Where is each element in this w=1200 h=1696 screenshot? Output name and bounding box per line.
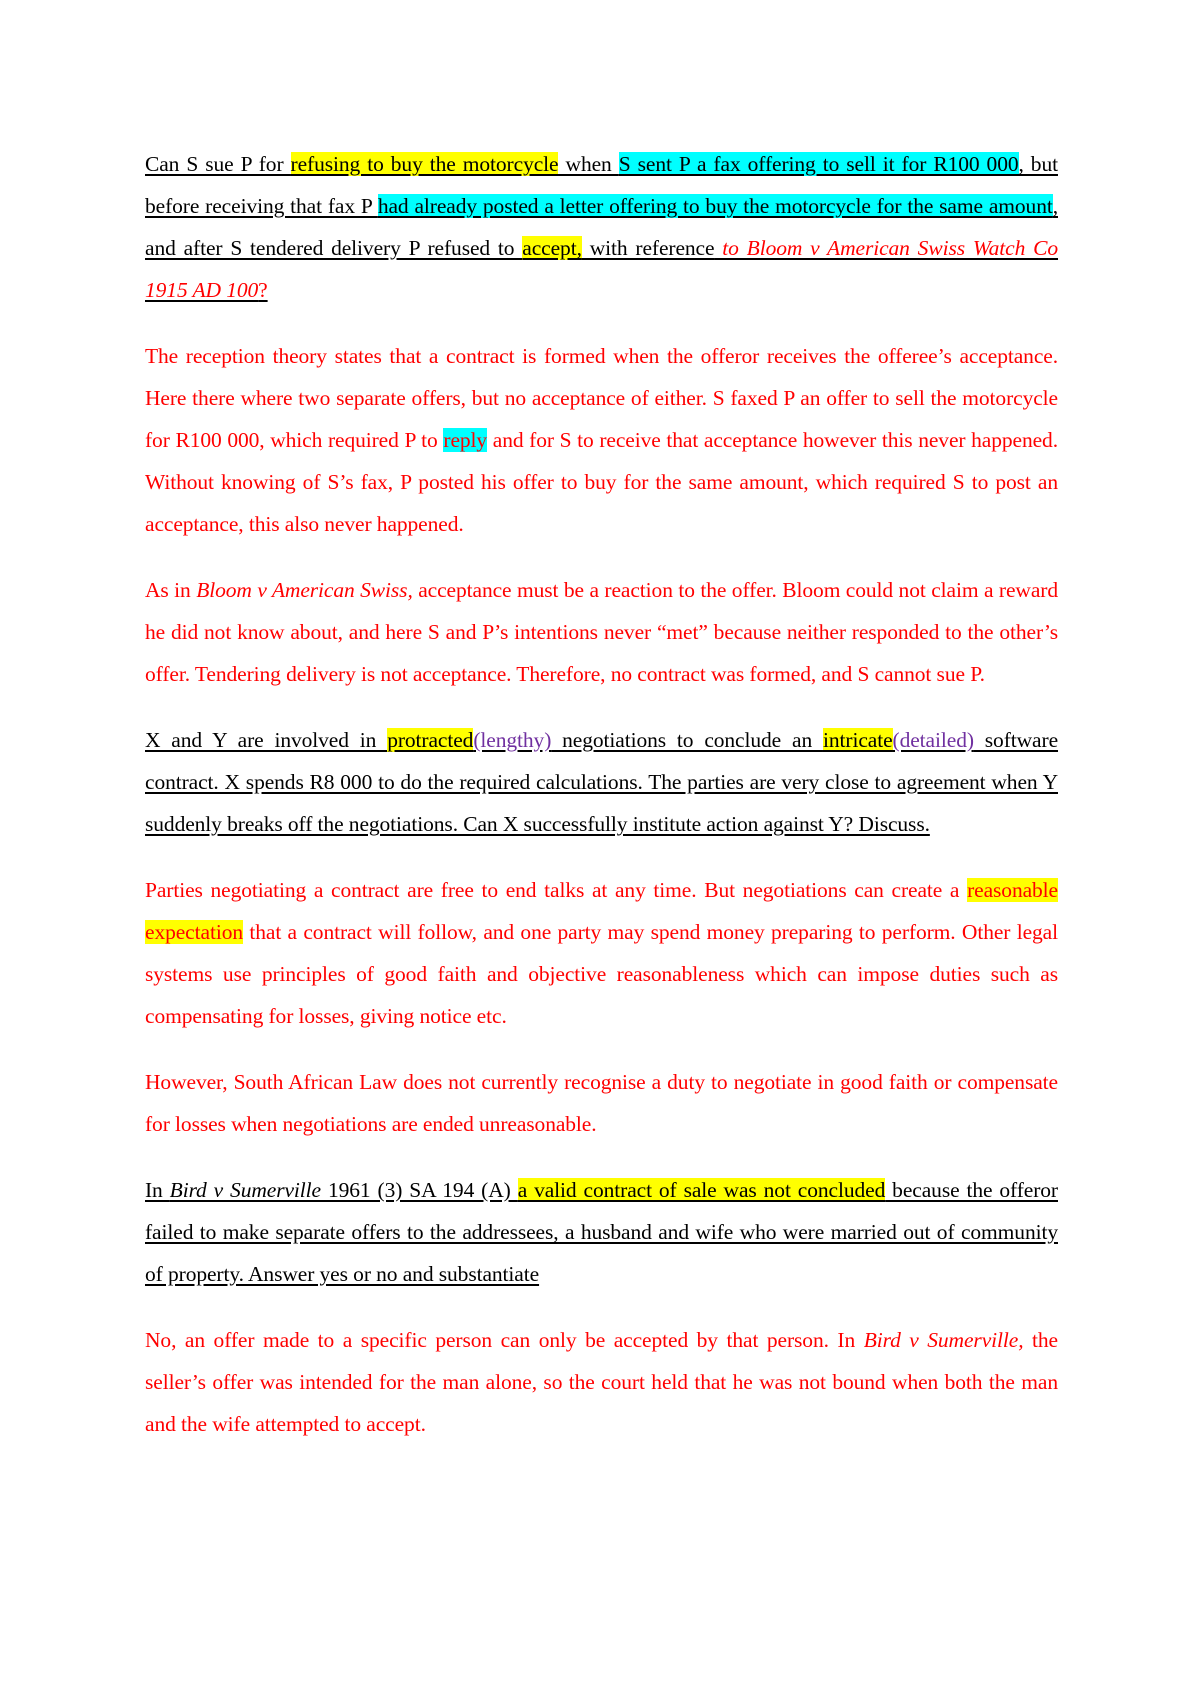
a1-text-2: and for S to receive that acceptance however this never happened. Without knowing of S’s fax, P posted his offer to buy for the same amount, which required S to post an acceptance, this also never happened. [145, 428, 1058, 536]
question-2 [145, 719, 1058, 845]
q2-text-0: X and Y are involved in [145, 728, 388, 752]
a1-text-0: The reception theory states that a contract is formed when the offeror receives the offeree’s acceptance. Here there where two separate offers, but no acceptance of either. S faxed P an offer to sell the motorcycle for R100 000, which required P to [145, 344, 1058, 452]
q1-highlight-refusing: refusing to buy the motorcycle [290, 152, 559, 176]
a3-highlight-reasonable-expectation: reasonable expectation [145, 878, 1058, 944]
answer-2 [145, 569, 1058, 695]
q1-text-8: with reference [581, 236, 715, 260]
q3-text-4: because the offeror failed to make separate offers to the addressees, a husband and wife who were married out of community of property. Answer yes or no and substantiate [145, 1178, 1058, 1286]
a2-case-name: Bloom v American Swiss, [196, 578, 413, 602]
q2-highlight-intricate: intricate [822, 728, 893, 752]
q1-question-mark: ? [258, 278, 268, 302]
q2-highlight-protracted: protracted [387, 728, 474, 752]
a5-case-name: Bird v Sumerville, [863, 1328, 1024, 1352]
q2-gloss-lengthy: (lengthy) [473, 728, 552, 752]
a3-text-0: Parties negotiating a contract are free to end talks at any time. But negotiations can create a [145, 878, 968, 902]
q3-highlight-valid-contract: a valid contract of sale was not concluded [517, 1178, 886, 1202]
answer-5 [145, 1319, 1058, 1445]
answer-4 [145, 1061, 1058, 1145]
q2-text-6: software contract. X spends R8 000 to do the required calculations. The parties are very close to agreement when Y suddenly breaks off the negotiations. Can X successfully institute action against Y? Discuss. [145, 728, 1059, 836]
q2-gloss-detailed: (detailed) [892, 728, 974, 752]
q1-case-reference: to Bloom v American Swiss Watch Co 1915 AD 100 [145, 236, 1059, 302]
a3-text-2: that a contract will follow, and one party may spend money preparing to perform. Other legal systems use principles of good faith and objective reasonableness which can impose duties such as compensating for losses, giving notice etc. [145, 920, 1058, 1028]
q3-text-0: In [145, 1178, 170, 1202]
q1-highlight-posted-letter: had already posted a letter offering to buy the motorcycle for the same amount [377, 194, 1053, 218]
answer-1 [145, 335, 1058, 545]
question-3 [145, 1169, 1058, 1295]
q1-text-0: Can S sue P for [145, 152, 291, 176]
q3-citation: 1961 (3) SA 194 (A) [321, 1178, 518, 1202]
a5-text-0: No, an offer made to a specific person can only be accepted by that person. In [145, 1328, 864, 1352]
q1-text-6: , and after S tendered delivery P refused to [145, 194, 1058, 260]
q1-text-2: when [558, 152, 619, 176]
q1-text-4: , but before receiving that fax P [145, 152, 1058, 218]
a2-text-0: As in [145, 578, 197, 602]
a2-text-2: acceptance must be a reaction to the offer. Bloom could not claim a reward he did not know about, and here S and P’s intentions never “met” because neither responded to the other’s offer. Tendering delivery is not acceptance. Therefore, no contract was formed, and S cannot sue P. [145, 578, 1058, 686]
a1-highlight-reply: reply [443, 428, 488, 452]
answer-3 [145, 869, 1058, 1037]
q1-highlight-fax-offer: S sent P a fax offering to sell it for R100 000 [618, 152, 1019, 176]
question-1 [145, 143, 1058, 311]
q1-highlight-accept: accept, [522, 236, 582, 260]
q3-case-name: Bird v Sumerville [169, 1178, 321, 1202]
a5-text-2: the seller’s offer was intended for the man alone, so the court held that he was not bound when both the man and the wife attempted to accept. [145, 1328, 1058, 1436]
q2-text-3: negotiations to conclude an [551, 728, 823, 752]
a4-text-0: However, South African Law does not currently recognise a duty to negotiate in good faith or compensate for losses when negotiations are ended unreasonable. [145, 1070, 1058, 1136]
